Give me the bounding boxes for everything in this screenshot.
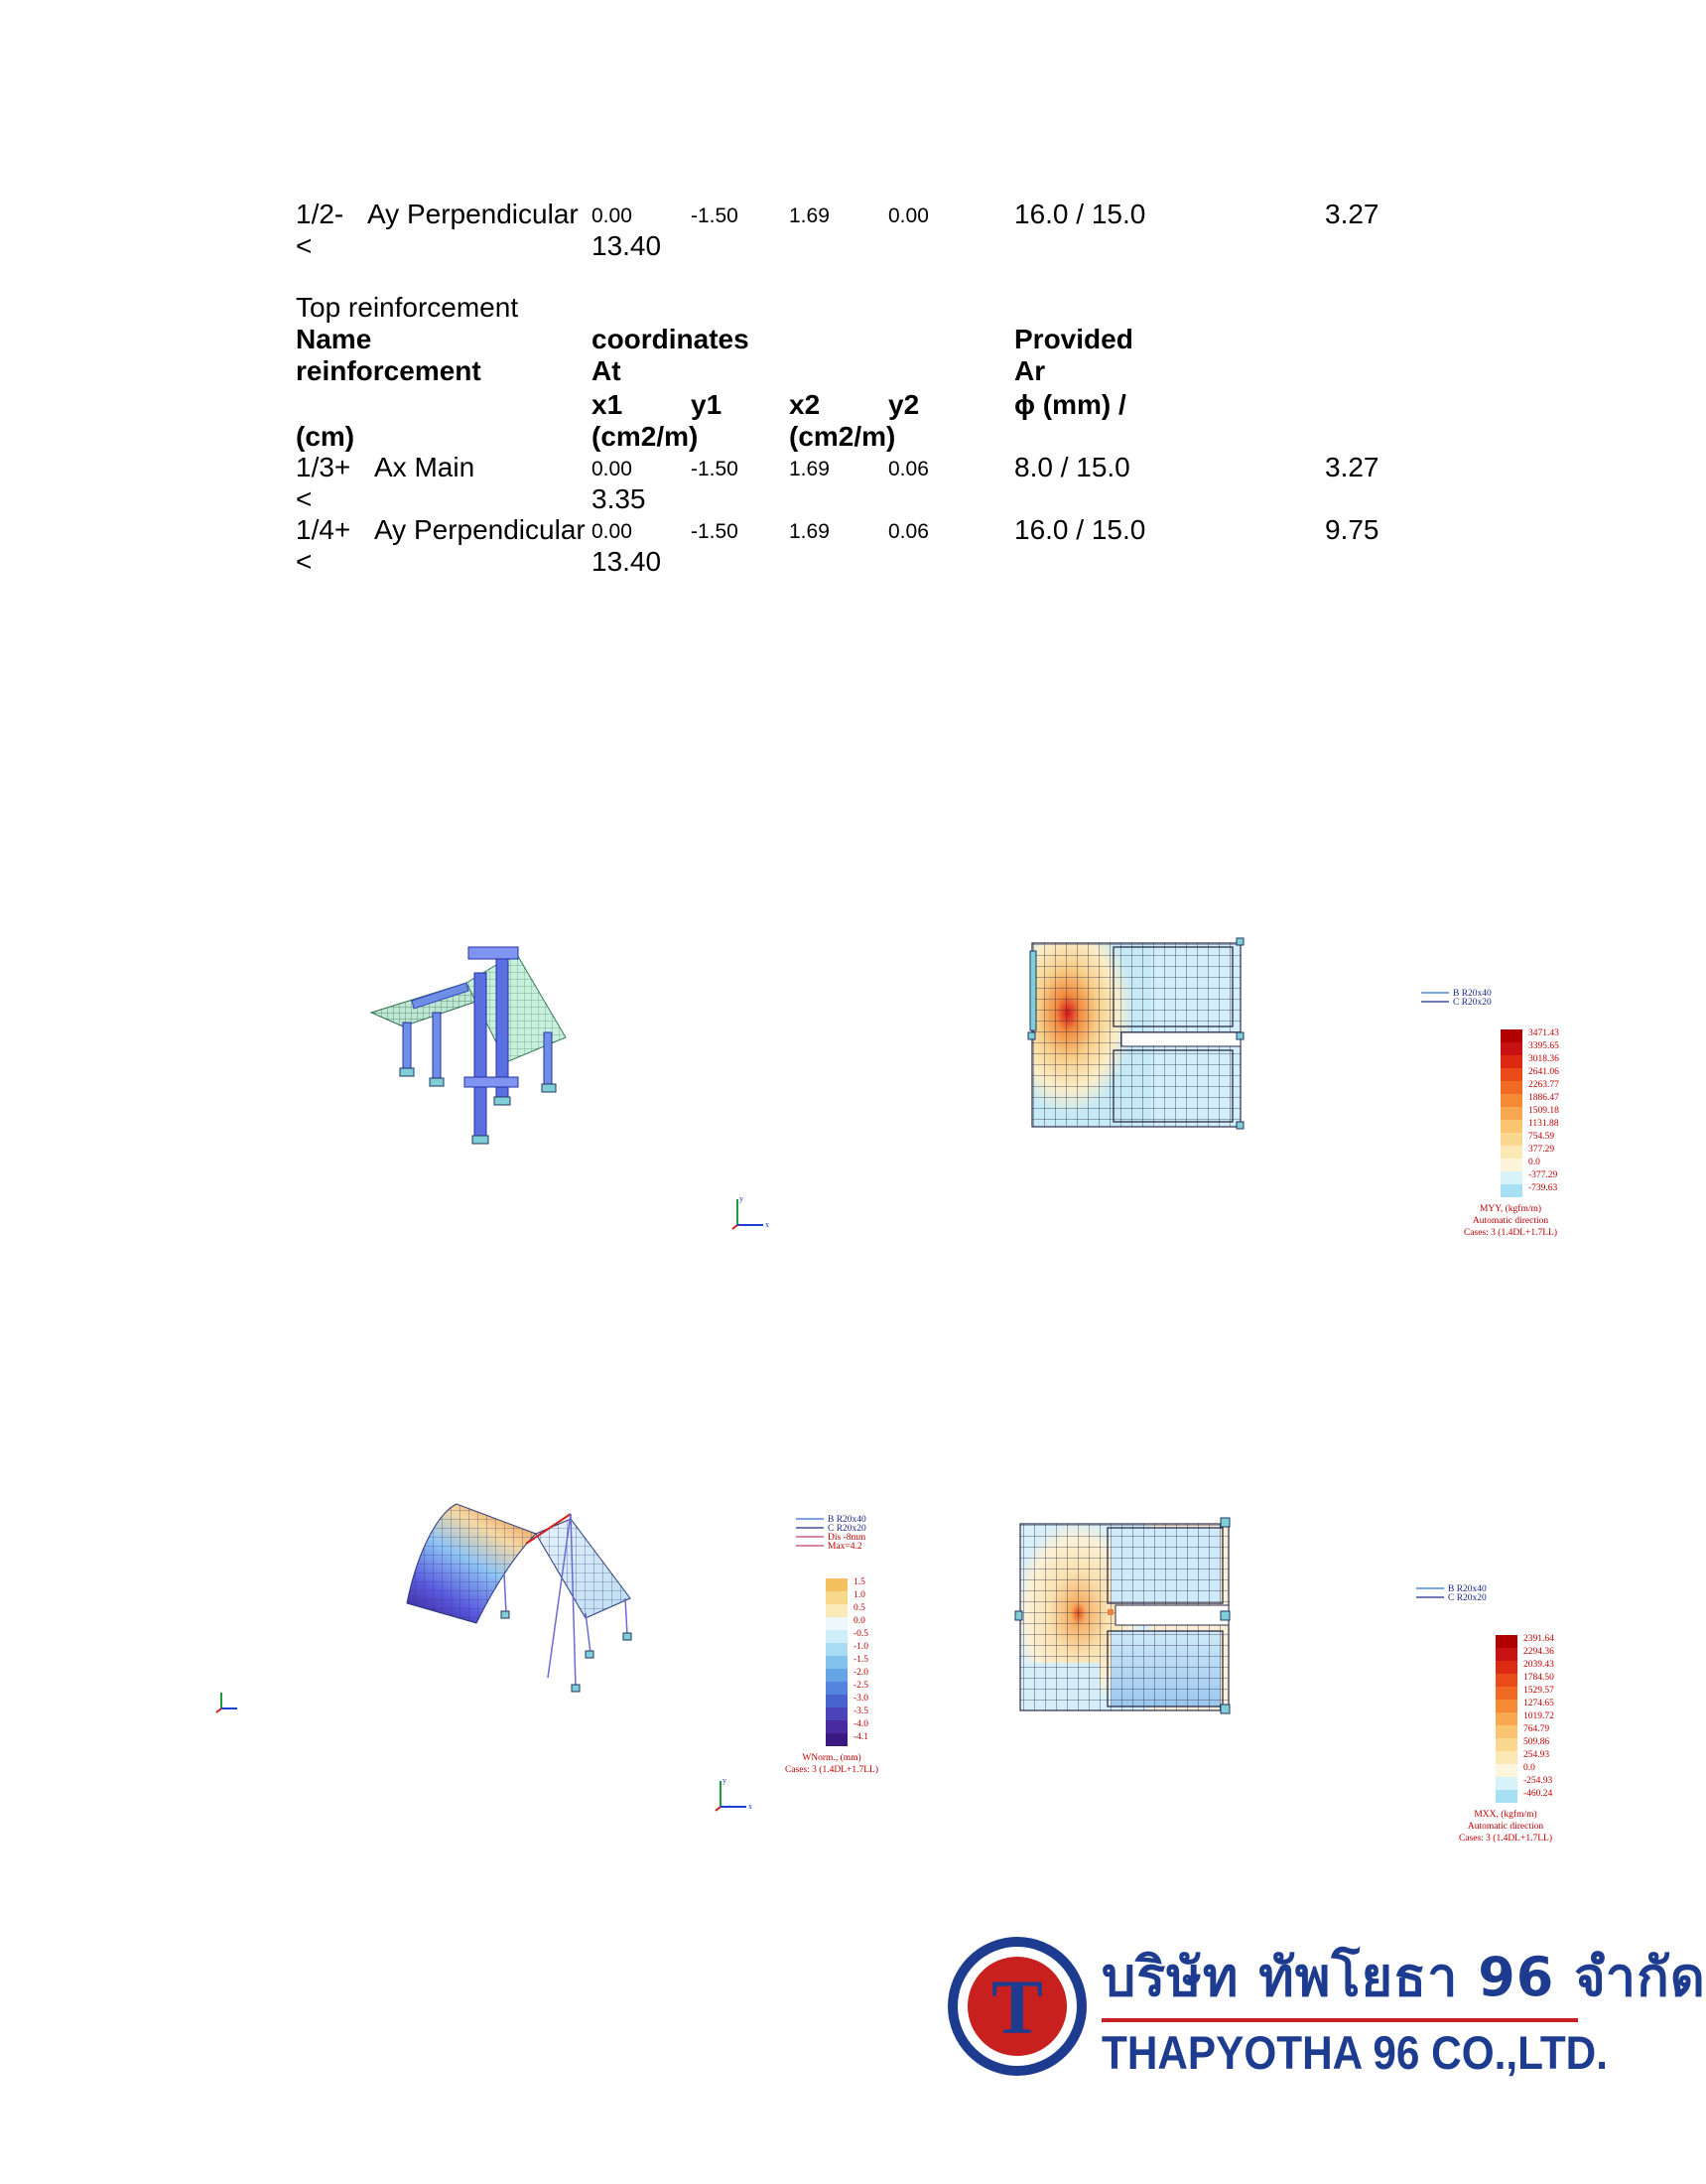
row-type: Ay Perpendicular: [374, 514, 586, 545]
row-ar: 3.27: [1325, 452, 1379, 482]
header-at: At: [591, 355, 621, 386]
legend-swatch: [1501, 1159, 1522, 1171]
row-x2: 1.69: [789, 520, 830, 543]
legend-member-label: C R20x20: [1453, 998, 1492, 1008]
legend-value: 2039.43: [1523, 1660, 1554, 1670]
wnorm-legend: [774, 1514, 893, 1775]
legend-value: 754.59: [1528, 1132, 1555, 1142]
legend-swatch: [1496, 1648, 1517, 1661]
row-x2: 1.69: [789, 458, 830, 480]
legend-value: 3018.36: [1528, 1054, 1559, 1064]
header-y2: y2: [888, 389, 920, 420]
legend-caption: Automatic direction: [1472, 1216, 1549, 1226]
row-y2: 0.06: [888, 520, 929, 543]
row-ar: 9.75: [1325, 514, 1379, 545]
legend-swatch: [1501, 1107, 1522, 1120]
legend-swatch: [826, 1617, 848, 1630]
header-y1: y1: [691, 389, 722, 420]
legend-value: 1019.72: [1523, 1711, 1554, 1721]
axis-y-label: y: [739, 1194, 743, 1203]
header-x1: x1: [591, 389, 623, 420]
row-at: 13.40: [591, 230, 662, 261]
legend-swatch: [826, 1643, 848, 1656]
legend-caption: MXX, (kgfm/m): [1474, 1810, 1537, 1820]
legend-swatch: [1496, 1764, 1517, 1777]
legend-value: 2641.06: [1528, 1067, 1559, 1077]
logo-thai-name: บริษัท ทัพโยธา 96 จำกัด: [1102, 1946, 1706, 2008]
legend-value: 2391.64: [1523, 1634, 1554, 1644]
legend-swatch: [1501, 1029, 1522, 1042]
header-ar: Ar: [1014, 355, 1046, 386]
row-name: 1/3+: [296, 452, 351, 482]
legend-caption: WNorm., (mm): [802, 1753, 861, 1763]
row-x1: 0.00: [591, 205, 632, 227]
row-name: 1/4+: [296, 514, 351, 545]
legend-swatch: [826, 1733, 848, 1746]
legend-swatch: [826, 1682, 848, 1695]
legend-value: 764.79: [1523, 1724, 1550, 1734]
legend-value: -377.29: [1528, 1170, 1558, 1180]
legend-value: 1784.50: [1523, 1673, 1554, 1683]
row-type: Ax Main: [374, 452, 475, 482]
header-cm: (cm): [296, 421, 355, 452]
legend-value: 1886.47: [1528, 1093, 1559, 1103]
axis-y-label: y: [722, 1776, 726, 1785]
row-x1: 0.00: [591, 458, 632, 480]
legend-swatch: [1501, 1042, 1522, 1055]
axis-triad-icon: [213, 1685, 253, 1716]
structure-3d-view: [357, 923, 615, 1161]
legend-swatch: [826, 1656, 848, 1669]
legend-swatch: [1496, 1700, 1517, 1712]
legend-swatch: [1501, 1120, 1522, 1133]
row-name: 1/2-: [296, 199, 344, 229]
legend-swatch: [826, 1578, 848, 1591]
legend-swatch: [826, 1720, 848, 1733]
legend-swatch: [1496, 1635, 1517, 1648]
legend-swatch: [1501, 1081, 1522, 1094]
row-y1: -1.50: [691, 458, 738, 480]
legend-value: -1.5: [853, 1655, 869, 1665]
legend-caption: Cases: 3 (1.4DL+1.7LL): [1458, 1834, 1553, 1843]
section-title: Top reinforcement: [296, 292, 519, 323]
legend-swatch: [1496, 1738, 1517, 1751]
legend-swatch: [1496, 1687, 1517, 1700]
row-provided: 16.0 / 15.0: [1014, 514, 1146, 545]
legend-value: -2.0: [853, 1668, 869, 1678]
legend-member-label: B R20x40: [1448, 1584, 1487, 1594]
legend-swatch: [1501, 1146, 1522, 1159]
legend-value: -3.0: [853, 1694, 869, 1704]
legend-caption: MYY, (kgfm/m): [1479, 1204, 1542, 1214]
row-x2: 1.69: [789, 205, 830, 227]
axis-triad-icon: [729, 1193, 779, 1233]
row-y2: 0.00: [888, 205, 929, 227]
legend-value: 2294.36: [1523, 1647, 1554, 1657]
legend-value: 254.93: [1523, 1750, 1550, 1760]
legend-value: 1.0: [853, 1590, 865, 1600]
legend-caption: Automatic direction: [1467, 1822, 1544, 1832]
axis-triad-icon: [713, 1775, 762, 1815]
header-cm2m-2: (cm2/m): [789, 421, 896, 452]
mxx-legend: [1414, 1583, 1563, 1843]
legend-value: 1274.65: [1523, 1699, 1554, 1708]
company-logo: [943, 1926, 1706, 2090]
row-x1: 0.00: [591, 520, 632, 543]
legend-swatch: [826, 1591, 848, 1604]
legend-value: 1131.88: [1528, 1119, 1559, 1129]
row-y1: -1.50: [691, 520, 738, 543]
legend-value: 0.0: [1523, 1763, 1535, 1773]
legend-value: 2263.77: [1528, 1080, 1559, 1090]
legend-value: 1529.57: [1523, 1686, 1554, 1696]
legend-swatch: [1501, 1068, 1522, 1081]
logo-mark-icon: [943, 1932, 1092, 2081]
row-at: 13.40: [591, 546, 662, 577]
legend-value: -4.0: [853, 1719, 869, 1729]
row-provided: 16.0 / 15.0: [1014, 199, 1146, 229]
legend-swatch: [826, 1695, 848, 1707]
legend-caption: Cases: 3 (1.4DL+1.7LL): [784, 1765, 879, 1775]
legend-value: -460.24: [1523, 1789, 1553, 1799]
legend-swatch: [1496, 1674, 1517, 1687]
legend-value: 0.0: [1528, 1158, 1540, 1167]
legend-value: 1509.18: [1528, 1106, 1559, 1116]
header-x2: x2: [789, 389, 821, 420]
legend-swatch: [826, 1604, 848, 1617]
legend-value: 509.86: [1523, 1737, 1550, 1747]
myy-legend: [1419, 988, 1568, 1241]
row-name-suffix: <: [296, 483, 313, 514]
legend-swatch: [1496, 1661, 1517, 1674]
row-at: 3.35: [591, 483, 646, 514]
legend-swatch: [1496, 1777, 1517, 1790]
legend-swatch: [1496, 1725, 1517, 1738]
legend-caption: Cases: 3 (1.4DL+1.7LL): [1463, 1228, 1558, 1238]
legend-swatch: [826, 1630, 848, 1643]
header-phi: ϕ (mm) /: [1014, 389, 1126, 420]
axis-x-label: x: [765, 1220, 769, 1229]
legend-value: -0.5: [853, 1629, 869, 1639]
legend-swatch: [826, 1669, 848, 1682]
logo-divider: [1102, 2018, 1578, 2022]
header-provided: Provided: [1014, 324, 1133, 354]
axis-x-label: x: [748, 1802, 752, 1811]
mxx-contour-plan: [1012, 1514, 1250, 1717]
legend-swatch: [1501, 1055, 1522, 1068]
legend-swatch: [1496, 1790, 1517, 1803]
row-y2: 0.06: [888, 458, 929, 480]
legend-member-label: B R20x40: [828, 1515, 866, 1525]
legend-member-label: C R20x20: [1448, 1593, 1487, 1603]
row-name-suffix: <: [296, 546, 313, 577]
legend-swatch: [1501, 1171, 1522, 1184]
header-reinforcement: reinforcement: [296, 355, 481, 386]
legend-member-label: Dis -8mm: [828, 1533, 866, 1543]
header-cm2m-at: (cm2/m): [591, 421, 699, 452]
legend-swatch: [826, 1707, 848, 1720]
row-y1: -1.50: [691, 205, 738, 227]
logo-english-name: THAPYOTHA 96 CO.,LTD.: [1102, 2026, 1608, 2079]
row-type: Ay Perpendicular: [367, 199, 579, 229]
legend-value: -254.93: [1523, 1776, 1553, 1786]
header-name: Name: [296, 324, 372, 354]
legend-value: 3471.43: [1528, 1028, 1559, 1038]
legend-member-label: B R20x40: [1453, 989, 1492, 999]
deformation-3d-view: [397, 1474, 645, 1712]
legend-value: 377.29: [1528, 1145, 1555, 1155]
legend-swatch: [1496, 1751, 1517, 1764]
logo-mark-letter: T: [990, 1964, 1044, 2050]
row-name-suffix: <: [296, 230, 313, 261]
legend-value: 0.0: [853, 1616, 865, 1626]
legend-swatch: [1496, 1712, 1517, 1725]
myy-contour-plan: [1022, 933, 1260, 1132]
legend-value: -1.0: [853, 1642, 869, 1652]
header-coordinates: coordinates: [591, 324, 749, 354]
legend-value: -3.5: [853, 1706, 869, 1716]
legend-swatch: [1501, 1094, 1522, 1107]
legend-swatch: [1501, 1133, 1522, 1146]
legend-value: 1.5: [853, 1577, 865, 1587]
row-ar: 3.27: [1325, 199, 1379, 229]
legend-value: -4.1: [853, 1732, 869, 1742]
row-provided: 8.0 / 15.0: [1014, 452, 1130, 482]
legend-member-label: Max=4.2: [828, 1542, 862, 1552]
legend-value: -2.5: [853, 1681, 869, 1691]
legend-member-label: C R20x20: [828, 1524, 866, 1534]
legend-value: 3395.65: [1528, 1041, 1559, 1051]
legend-value: 0.5: [853, 1603, 865, 1613]
legend-value: -739.63: [1528, 1183, 1558, 1193]
legend-swatch: [1501, 1184, 1522, 1197]
